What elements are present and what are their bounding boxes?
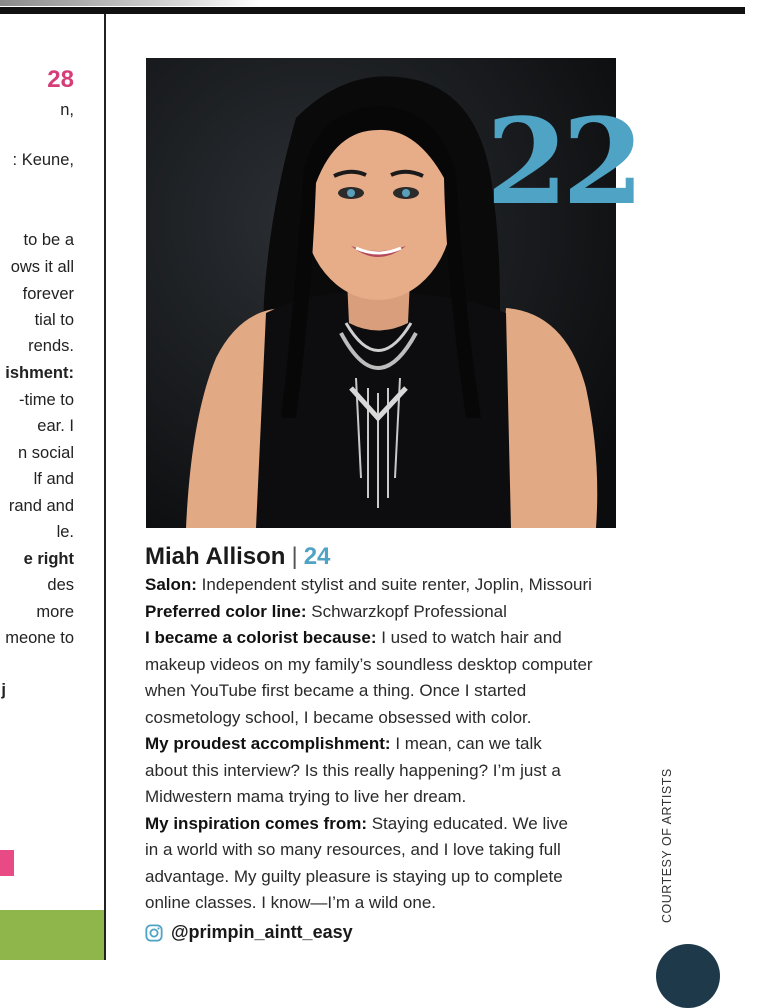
social-handle[interactable] — [145, 919, 665, 947]
inspiration-line: in a world with so many resources, and I love taking full — [145, 840, 561, 859]
left-text-line: e right — [23, 550, 74, 568]
name-separator: | — [291, 543, 298, 570]
accomplishment-label: My proudest accomplishment: — [145, 734, 391, 753]
color-line — [145, 599, 665, 626]
left-text-line: to be a — [23, 231, 74, 249]
left-text-line: forever — [22, 285, 74, 303]
left-text-line: rends. — [28, 337, 74, 355]
left-text-line: meone to — [5, 629, 74, 647]
colorist-line: cosmetology school, I became obsessed with color. — [145, 707, 532, 727]
rank-number: 22 — [486, 92, 639, 231]
left-text-line: ishment: — [5, 364, 74, 382]
accomplishment-line: Midwestern mama trying to live her dream. — [145, 787, 467, 806]
profile-age: 24 — [303, 543, 331, 570]
colorist-line — [145, 625, 665, 652]
left-text-fragment: : Keune, — [12, 151, 74, 169]
green-accent-block — [0, 910, 104, 960]
inspiration-text: Staying educated. We live — [366, 813, 568, 833]
left-text-line — [13, 152, 74, 169]
profile-article — [145, 542, 665, 947]
profile-name-line — [145, 542, 665, 572]
colorist-text: I used to watch hair and — [376, 628, 562, 647]
colorist-line: makeup videos on my family’s soundless desktop computer — [145, 654, 593, 674]
instagram-icon — [145, 924, 163, 942]
accomplishment-text: I mean, can we talk — [390, 734, 542, 753]
previous-profile-column — [0, 14, 104, 960]
colorist-line: when YouTube first became a thing. Once I started — [145, 681, 527, 700]
photo-credit: COURTESY OF ARTISTS — [660, 768, 674, 923]
corner-badge — [656, 944, 720, 1008]
profile-name: Miah Allison — [145, 543, 286, 570]
pink-accent-block — [0, 850, 14, 876]
salon-line — [145, 572, 665, 599]
left-text-line: -time to — [18, 391, 74, 409]
left-text-line: lf and — [33, 470, 74, 488]
top-rule — [0, 0, 768, 14]
left-text-line: n, — [60, 101, 74, 119]
color-line-value: Schwarzkopf Professional — [306, 601, 507, 621]
salon-value: Independent stylist and suite renter, Joplin, Missouri — [196, 575, 592, 594]
left-text-line: rand and — [8, 497, 74, 515]
inspiration-line: online classes. I know—I’m a wild one. — [145, 893, 437, 912]
left-text-line: j — [1, 681, 6, 699]
left-text-line: des — [47, 576, 74, 594]
top-gradient-strip — [0, 0, 260, 6]
inspiration-line — [145, 811, 665, 838]
left-text-line: more — [36, 603, 74, 621]
inspiration-line: advantage. My guilty pleasure is staying up to complete — [145, 866, 563, 886]
column-divider — [104, 14, 106, 960]
colorist-label: I became a colorist because: — [145, 628, 377, 647]
left-text-line: n social — [18, 444, 74, 462]
salon-label: Salon: — [145, 575, 197, 594]
top-black-rule — [0, 7, 745, 14]
left-text-line: le. — [56, 523, 74, 541]
color-line-label: Preferred color line: — [145, 601, 307, 621]
accomplishment-line — [145, 731, 665, 758]
left-text-line: ows it all — [10, 258, 74, 276]
accomplishment-line: about this interview? Is this really happening? I’m just a — [145, 760, 561, 780]
previous-rank-fragment: 28 — [47, 66, 74, 93]
inspiration-label: My inspiration comes from: — [145, 813, 367, 833]
instagram-handle[interactable]: @primpin_aintt_easy — [171, 922, 353, 942]
left-text-line: tial to — [34, 311, 74, 329]
left-text-line: ear. I — [37, 417, 74, 435]
